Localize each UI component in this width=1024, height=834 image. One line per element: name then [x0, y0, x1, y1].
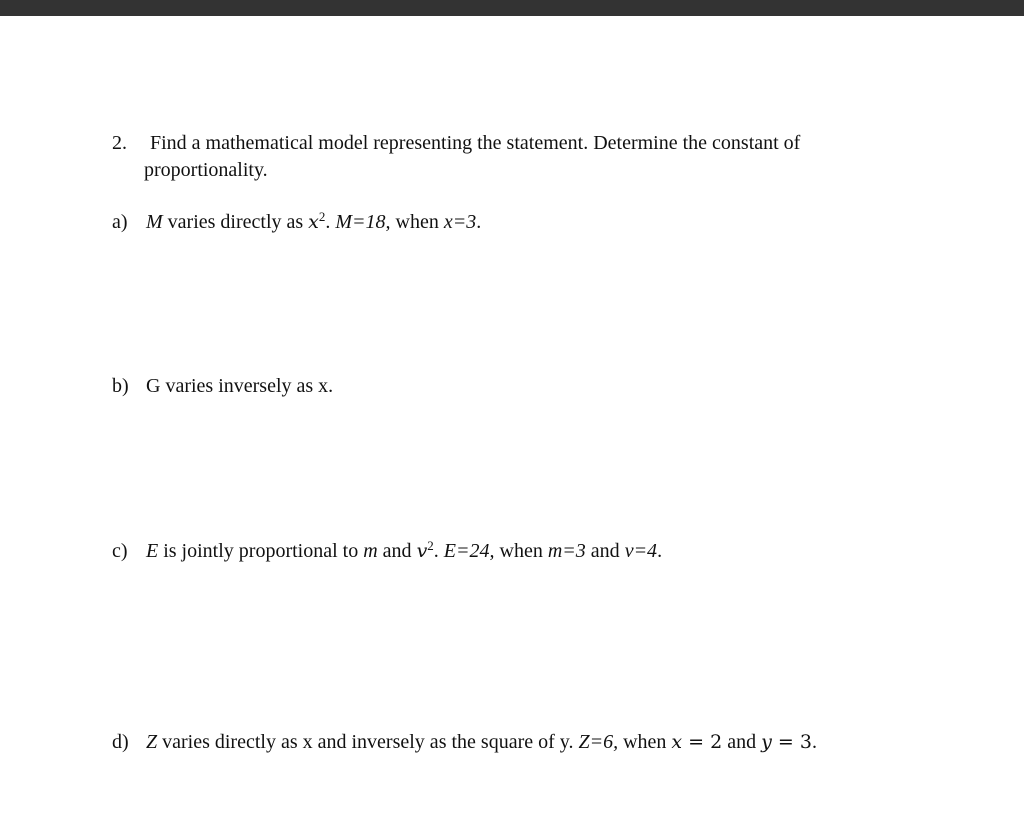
part-c-text1: is jointly proportional to: [158, 540, 364, 562]
part-a-text3: when: [390, 211, 444, 233]
part-a-var: M: [146, 211, 163, 233]
part-a-sup: 2: [318, 209, 326, 224]
part-a-text4: .: [476, 211, 482, 233]
part-d: [112, 729, 817, 755]
part-c-eq2: m=3: [547, 540, 586, 562]
part-d-y: y: [761, 731, 772, 753]
part-b: [112, 373, 333, 399]
part-c-text4: when: [494, 540, 548, 562]
part-c-m: m: [363, 540, 378, 562]
question-text-line1: Find a mathematical model representing the statement. Determine the constant of: [150, 132, 801, 154]
part-c-eq3: v=4: [624, 540, 658, 562]
part-a: [112, 209, 481, 235]
part-a-eq2: x=3: [443, 211, 477, 233]
part-c-eq1: E=24,: [443, 540, 495, 562]
part-c-v: v: [416, 540, 428, 562]
part-d-var: Z: [146, 731, 158, 753]
part-a-text1: varies directly as: [162, 211, 309, 233]
part-c-text5: and: [585, 540, 625, 562]
part-d-x: x: [671, 731, 683, 753]
part-d-eq1: Z=6,: [578, 731, 619, 753]
part-a-label: a): [112, 211, 128, 233]
part-a-text2: .: [325, 211, 336, 233]
part-b-label: b): [112, 375, 129, 397]
part-d-text4: .: [811, 731, 817, 753]
part-c-text6: .: [657, 540, 663, 562]
top-bar: [0, 0, 1024, 16]
part-c-var: E: [146, 540, 159, 562]
question-number: 2.: [112, 132, 127, 154]
question-header: [112, 130, 800, 156]
part-c-sup: 2: [427, 538, 434, 553]
part-c: [112, 538, 662, 564]
part-d-eqy: = 3: [771, 731, 812, 753]
part-b-text: G varies inversely as x.: [146, 375, 334, 397]
part-d-text3: and: [722, 731, 762, 753]
part-d-text1: varies directly as x and inversely as the square of y.: [157, 731, 579, 753]
part-d-label: d): [112, 731, 129, 753]
part-a-eq1: M=18,: [335, 211, 391, 233]
question-text-line2-row: [144, 157, 268, 183]
part-d-text2: when: [618, 731, 672, 753]
part-c-label: c): [112, 540, 128, 562]
question-text-line2: proportionality.: [144, 159, 268, 181]
part-d-eqx: = 2: [682, 731, 723, 753]
part-c-text3: .: [433, 540, 444, 562]
part-c-text2: and: [377, 540, 417, 562]
part-a-x: x: [308, 211, 319, 233]
document-page: [0, 16, 1024, 834]
